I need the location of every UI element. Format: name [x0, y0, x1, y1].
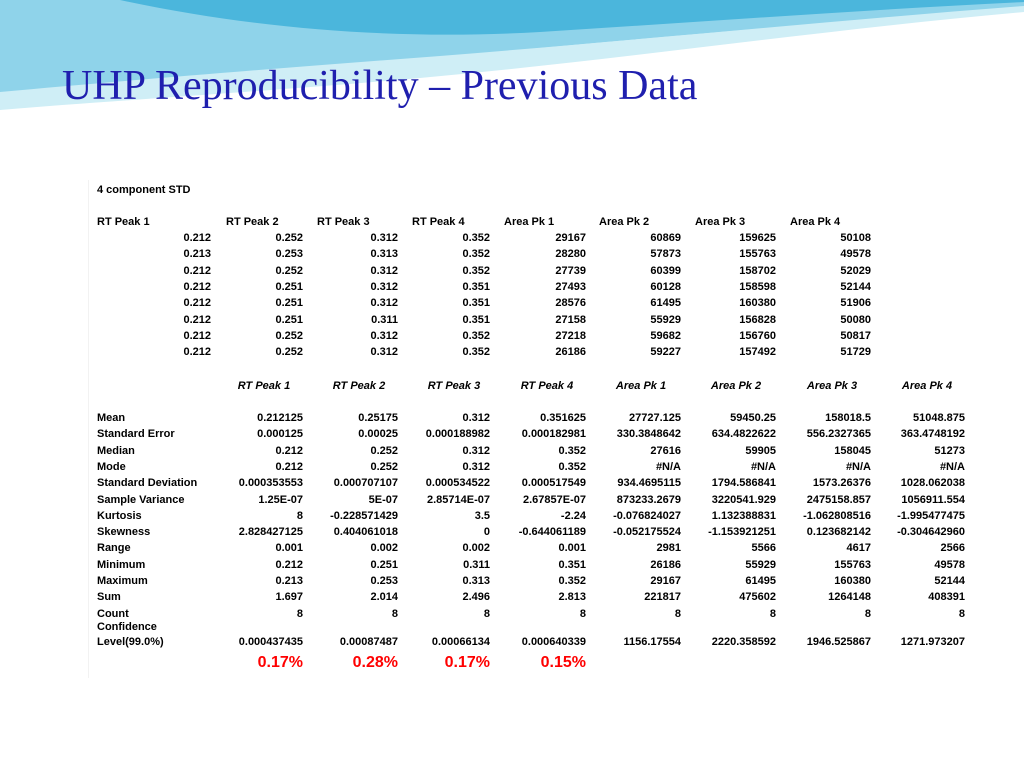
stat-value: 26186	[650, 558, 681, 571]
confidence-label-line1: Confidence	[97, 621, 157, 633]
stat-value: 0.404061018	[333, 526, 398, 539]
confidence-value: 0.00066134	[431, 636, 490, 648]
raw-data-cell: 0.352	[462, 248, 490, 261]
stat-value: #N/A	[750, 460, 776, 473]
raw-data-cell: 28576	[555, 297, 586, 310]
stats-column-header: Area Pk 2	[710, 380, 762, 392]
raw-data-cell: 61495	[650, 297, 681, 310]
raw-data-cell: 51729	[840, 346, 871, 359]
stat-value: 0.251	[370, 558, 398, 571]
raw-data-cell: 0.212	[183, 264, 211, 277]
raw-data-cell: 0.252	[275, 232, 303, 244]
stat-value: 0.252	[370, 460, 398, 473]
raw-data-cell: 0.252	[275, 264, 303, 277]
stat-label: Mean	[97, 412, 126, 424]
stat-value: 0.312	[462, 444, 490, 457]
confidence-value: 1271.973207	[900, 636, 965, 648]
stat-label: Sum	[97, 591, 121, 604]
raw-column-header: Area Pk 2	[599, 216, 650, 228]
stat-value: 158045	[834, 444, 871, 457]
stat-value: 8	[864, 607, 871, 620]
confidence-value: 2220.358592	[711, 636, 776, 648]
stat-value: 408391	[928, 591, 965, 604]
raw-data-cell: 0.352	[462, 346, 490, 359]
stat-value: 0.212125	[257, 412, 303, 424]
stat-value: 8	[958, 607, 965, 620]
stat-value: -2.24	[560, 509, 586, 522]
raw-data-cell: 0.352	[462, 329, 490, 342]
raw-data-cell: 0.252	[275, 329, 303, 342]
stat-label: Maximum	[97, 575, 148, 587]
stat-label: Median	[97, 444, 135, 457]
raw-data-cell: 49578	[840, 248, 871, 261]
stat-value: 934.4695115	[617, 477, 681, 490]
raw-data-cell: 0.312	[370, 232, 398, 244]
raw-data-cell: 0.351	[462, 313, 490, 326]
raw-column-header: Area Pk 1	[504, 216, 555, 228]
raw-data-cell: 0.352	[462, 232, 490, 244]
raw-data-cell: 0.213	[183, 248, 211, 261]
stat-value: 0.000182981	[521, 428, 586, 441]
raw-data-cell: 60128	[650, 280, 681, 293]
stat-value: 61495	[745, 575, 776, 587]
stat-value: 0.213	[275, 575, 303, 587]
raw-column-header: Area Pk 4	[790, 216, 841, 228]
stat-label: Kurtosis	[97, 509, 142, 522]
confidence-value: 0.000437435	[238, 636, 303, 648]
stat-value: 3220541.929	[711, 493, 776, 506]
table-caption: 4 component STD	[97, 184, 191, 196]
raw-data-cell: 50817	[840, 329, 871, 342]
raw-data-cell: 27493	[555, 280, 586, 293]
stat-value: 2.014	[370, 591, 398, 604]
stat-value: -1.062808516	[803, 509, 871, 522]
raw-data-cell: 0.251	[275, 313, 303, 326]
raw-data-cell: 50108	[840, 232, 871, 244]
confidence-value: 0.000640339	[521, 636, 586, 648]
raw-data-cell: 52144	[840, 280, 871, 293]
stat-value: 160380	[834, 575, 871, 587]
raw-data-cell: 157492	[739, 346, 776, 359]
stat-value: 51273	[934, 444, 965, 457]
stat-value: 0.000353553	[238, 477, 303, 490]
percent-rsd: 0.17%	[444, 654, 490, 671]
raw-column-header: RT Peak 1	[97, 216, 150, 228]
stat-value: 3.5	[474, 509, 490, 522]
stat-label: Minimum	[97, 558, 146, 571]
raw-data-cell: 0.351	[462, 297, 490, 310]
raw-data-cell: 28280	[555, 248, 586, 261]
stat-value: 27727.125	[629, 412, 681, 424]
stat-value: 0.25175	[358, 412, 398, 424]
stat-value: 0.311	[463, 558, 490, 571]
stat-value: 0.001	[275, 542, 303, 555]
stat-value: 873233.2679	[616, 493, 681, 506]
confidence-value: 0.00087487	[339, 636, 398, 648]
raw-data-cell: 59682	[650, 329, 681, 342]
stat-value: 1264148	[828, 591, 871, 604]
stat-value: -0.644061189	[518, 526, 586, 539]
stat-value: #N/A	[845, 460, 871, 473]
raw-column-header: RT Peak 2	[226, 216, 279, 228]
percent-rsd: 0.28%	[352, 654, 398, 671]
stat-value: 0.312	[462, 460, 490, 473]
stat-value: 0.352	[558, 444, 586, 457]
raw-data-cell: 0.351	[462, 280, 490, 293]
raw-data-cell: 51906	[840, 297, 871, 310]
stat-value: 634.4822622	[711, 428, 776, 441]
raw-data-cell: 0.311	[371, 313, 398, 326]
stat-value: 0.253	[370, 575, 398, 587]
stat-value: 0.001	[558, 542, 586, 555]
raw-data-cell: 0.212	[183, 297, 211, 310]
stat-label: Standard Deviation	[97, 477, 198, 490]
stat-value: 4617	[846, 542, 871, 555]
stat-value: 0.000188982	[425, 428, 490, 441]
raw-data-cell: 0.212	[183, 329, 211, 342]
stat-value: 0.352	[558, 575, 586, 587]
stat-value: 0.252	[370, 444, 398, 457]
stat-value: 1.132388831	[711, 509, 776, 522]
stat-value: 330.3848642	[616, 428, 681, 441]
stat-value: 2.496	[462, 591, 490, 604]
raw-data-cell: 52029	[840, 264, 871, 277]
stat-value: 8	[674, 607, 681, 620]
raw-data-cell: 0.252	[275, 346, 303, 359]
raw-data-cell: 159625	[739, 232, 776, 244]
raw-data-cell: 57873	[650, 248, 681, 261]
raw-column-header: RT Peak 3	[317, 216, 370, 228]
stat-value: 8	[769, 607, 776, 620]
confidence-value: 1156.17554	[623, 636, 681, 648]
stat-value: 8	[296, 509, 303, 522]
stat-value: 556.2327365	[806, 428, 871, 441]
stat-label: Sample Variance	[97, 493, 185, 506]
raw-data-cell: 0.312	[370, 297, 398, 310]
stats-column-header: RT Peak 3	[427, 380, 481, 392]
raw-data-cell: 156828	[739, 313, 776, 326]
stat-value: 2566	[940, 542, 965, 555]
stat-value: 1573.26376	[812, 477, 871, 490]
stats-column-header: Area Pk 3	[806, 380, 858, 392]
raw-data-cell: 0.313	[370, 248, 398, 261]
raw-data-cell: 26186	[555, 346, 586, 359]
stat-value: 0.212	[275, 558, 303, 571]
stat-value: 1.697	[275, 591, 303, 604]
stat-value: 363.4748192	[900, 428, 965, 441]
stat-value: 5566	[751, 542, 776, 555]
raw-data-cell: 158702	[739, 264, 776, 277]
stat-value: -0.228571429	[330, 509, 398, 522]
stat-value: 52144	[934, 575, 965, 587]
stat-value: 2.813	[558, 591, 586, 604]
stat-value: 0.002	[462, 542, 490, 555]
stat-value: 8	[483, 607, 490, 620]
stat-value: 0.351625	[540, 412, 586, 424]
stat-value: 49578	[934, 558, 965, 571]
raw-data-cell: 158598	[739, 280, 776, 293]
raw-data-cell: 0.312	[370, 346, 398, 359]
stat-value: 0.000517549	[521, 477, 586, 490]
stat-value: -0.052175524	[613, 526, 681, 539]
stat-value: 2.67857E-07	[523, 493, 586, 506]
raw-data-cell: 0.212	[183, 232, 211, 244]
raw-data-cell: 60869	[650, 232, 681, 244]
stat-value: 51048.875	[913, 412, 965, 424]
stat-value: 0.312	[462, 412, 490, 424]
spreadsheet-table	[88, 180, 963, 678]
stat-value: -1.153921251	[708, 526, 776, 539]
stat-value: 475602	[739, 591, 776, 604]
raw-data-cell: 0.352	[462, 264, 490, 277]
stats-column-header: RT Peak 4	[520, 380, 574, 392]
stat-value: 0.002	[370, 542, 398, 555]
raw-data-cell: 27739	[555, 264, 586, 277]
percent-rsd: 0.17%	[257, 654, 303, 671]
raw-data-cell: 160380	[739, 297, 776, 310]
raw-data-cell: 50080	[840, 313, 871, 326]
raw-data-cell: 27218	[555, 329, 586, 342]
raw-data-cell: 0.312	[370, 329, 398, 342]
stat-value: 0.00025	[358, 428, 398, 441]
percent-rsd: 0.15%	[540, 654, 586, 671]
raw-data-cell: 0.251	[275, 280, 303, 293]
stat-value: 5E-07	[368, 493, 398, 506]
stat-value: -0.304642960	[897, 526, 965, 539]
stat-value: 1056911.554	[901, 493, 965, 506]
stat-value: 0.352	[558, 460, 586, 473]
stat-value: 2.828427125	[238, 526, 303, 539]
stat-value: -1.995477475	[897, 509, 965, 522]
stat-value: 0.000125	[257, 428, 303, 441]
raw-column-header: RT Peak 4	[412, 216, 465, 228]
stat-value: 1.25E-07	[258, 493, 303, 506]
stat-value: 0.212	[275, 444, 303, 457]
stat-label: Count	[97, 607, 129, 620]
stat-value: 0.313	[462, 575, 490, 587]
raw-data-cell: 0.312	[370, 280, 398, 293]
stat-value: 1028.062038	[900, 477, 965, 490]
stat-label: Skewness	[97, 526, 151, 539]
stats-column-header: Area Pk 1	[615, 380, 667, 392]
stat-value: 158018.5	[825, 412, 871, 424]
stat-value: #N/A	[655, 460, 681, 473]
stat-value: -0.076824027	[613, 509, 681, 522]
stat-value: 221817	[644, 591, 681, 604]
stat-value: 55929	[745, 558, 776, 571]
stat-value: 29167	[650, 575, 681, 587]
raw-data-cell: 29167	[555, 232, 586, 244]
stat-value: 8	[579, 607, 586, 620]
slide-title: UHP Reproducibility – Previous Data	[62, 63, 698, 109]
stat-value: 0.000534522	[425, 477, 490, 490]
confidence-label-line2: Level(99.0%)	[97, 636, 164, 648]
stats-column-header: RT Peak 1	[237, 380, 291, 392]
stat-label: Mode	[97, 460, 126, 473]
raw-data-cell: 0.212	[183, 313, 211, 326]
raw-data-cell: 60399	[650, 264, 681, 277]
raw-data-cell: 55929	[650, 313, 681, 326]
raw-data-cell: 155763	[739, 248, 776, 261]
raw-data-cell: 0.312	[370, 264, 398, 277]
stat-value: 0.000707107	[333, 477, 398, 490]
stat-value: 59905	[745, 444, 776, 457]
raw-data-cell: 59227	[650, 346, 681, 359]
raw-data-cell: 0.253	[275, 248, 303, 261]
stat-value: 2981	[656, 542, 681, 555]
stat-label: Standard Error	[97, 428, 175, 441]
stat-value: 0.212	[275, 460, 303, 473]
stat-value: 155763	[834, 558, 871, 571]
stat-value: 0	[483, 526, 490, 539]
stats-column-header: Area Pk 4	[901, 380, 953, 392]
raw-data-cell: 0.212	[183, 280, 211, 293]
raw-data-cell: 156760	[739, 329, 776, 342]
raw-data-cell: 0.212	[183, 346, 211, 359]
stat-value: 0.123682142	[806, 526, 871, 539]
stat-label: Range	[97, 542, 131, 555]
confidence-value: 1946.525867	[806, 636, 871, 648]
stat-value: 8	[391, 607, 398, 620]
stats-column-header: RT Peak 2	[332, 380, 386, 392]
raw-data-cell: 0.251	[275, 297, 303, 310]
stat-value: 1794.586841	[711, 477, 776, 490]
stat-value: 59450.25	[730, 412, 776, 424]
raw-column-header: Area Pk 3	[695, 216, 746, 228]
stat-value: 2.85714E-07	[427, 493, 490, 506]
stat-value: 2475158.857	[806, 493, 871, 506]
stat-value: 27616	[650, 444, 681, 457]
stat-value: 0.351	[558, 558, 586, 571]
raw-data-cell: 27158	[555, 313, 586, 326]
stat-value: #N/A	[939, 460, 965, 473]
stat-value: 8	[296, 607, 303, 620]
